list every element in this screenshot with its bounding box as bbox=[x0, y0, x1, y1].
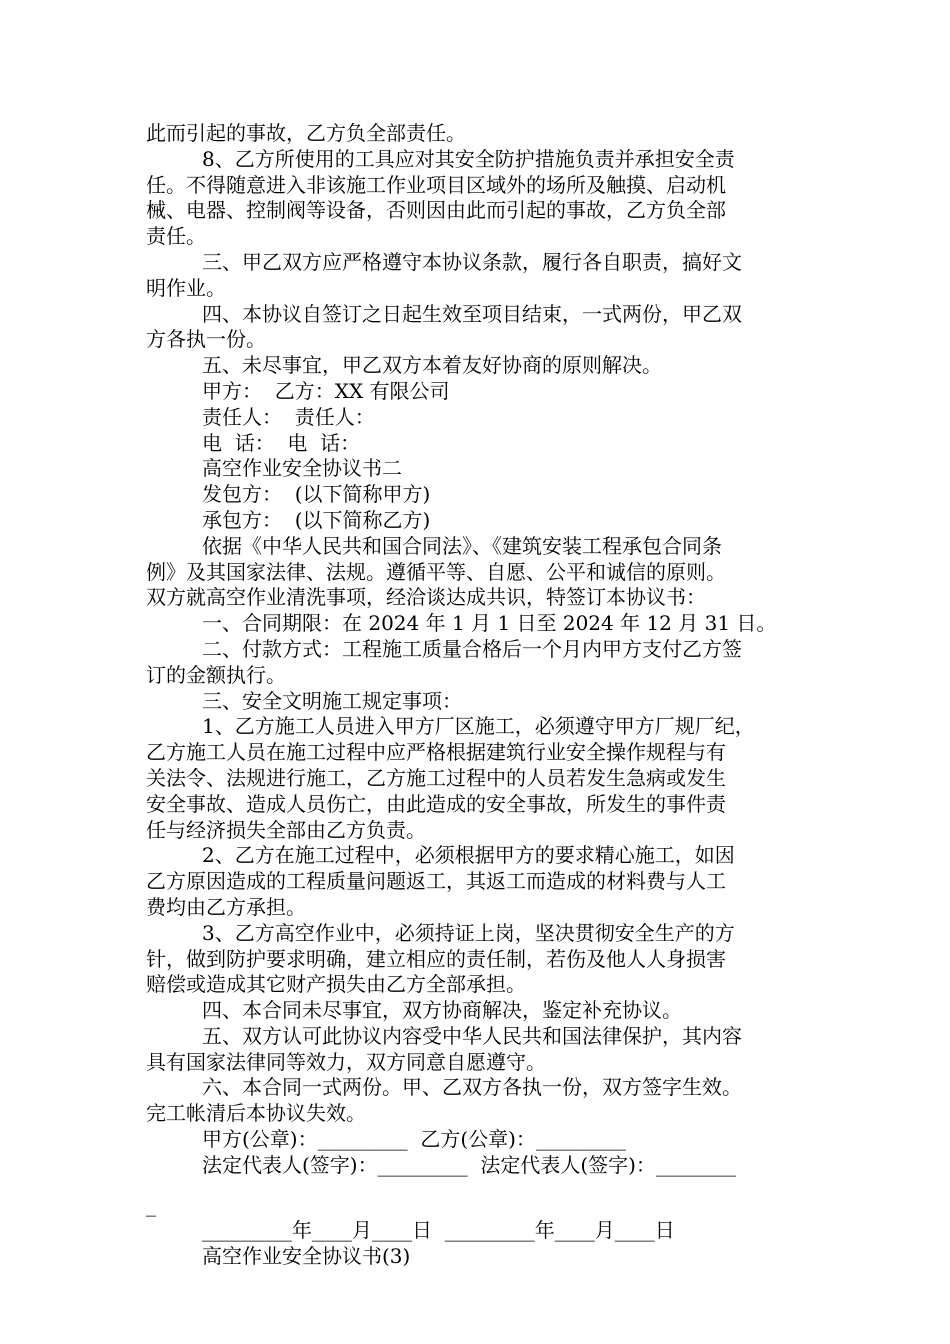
text-line: 2、乙方在施工过程中，必须根据甲方的要求精心施工，如因 bbox=[202, 843, 735, 868]
text-line: 具有国家法律同等效力，双方同意自愿遵守。 bbox=[146, 1049, 546, 1074]
text-line: 费均由乙方承担。 bbox=[146, 894, 306, 919]
text-line: 六、本合同一式两份。甲、乙双方各执一份，双方签字生效。 bbox=[202, 1075, 742, 1100]
line-gap bbox=[146, 1179, 826, 1193]
text-line: 责任。 bbox=[146, 224, 206, 249]
document-page bbox=[146, 121, 826, 1270]
text-line: 乙方原因造成的工程质量问题返工，其返工而造成的材料费与人工 bbox=[146, 869, 726, 894]
text-line: 四、本合同未尽事宜，双方协商解决，鉴定补充协议。 bbox=[202, 998, 682, 1023]
text-line: _________年____月____日 _________年____月____日 bbox=[202, 1218, 675, 1243]
text-line: 承包方： (以下简称乙方) bbox=[202, 507, 431, 532]
text-line: 械、电器、控制阀等设备，否则因由此而引起的事故，乙方负全部 bbox=[146, 198, 726, 223]
text-line: 完工帐清后本协议失效。 bbox=[146, 1101, 366, 1126]
text-line: 二、付款方式：工程施工质量合格后一个月内甲方支付乙方签 bbox=[202, 636, 742, 661]
text-line: 此而引起的事故，乙方负全部责任。 bbox=[146, 121, 466, 145]
text-line: 甲方(公章)：_________ 乙方(公章)：_________ bbox=[202, 1127, 626, 1152]
text-line: 三、安全文明施工规定事项： bbox=[202, 688, 462, 713]
text-line: 乙方施工人员在施工过程中应严格根据建筑行业安全操作规程与有 bbox=[146, 740, 726, 765]
text-line: 1、乙方施工人员进入甲方厂区施工，必须遵守甲方厂规厂纪， bbox=[202, 714, 755, 739]
text-line: 五、双方认可此协议内容受中华人民共和国法律保护，其内容 bbox=[202, 1023, 742, 1048]
text-line: 明作业。 bbox=[146, 275, 226, 300]
text-line: 依据《中华人民共和国合同法》、《建筑安装工程承包合同条 bbox=[202, 533, 722, 558]
text-line: _ bbox=[146, 1192, 156, 1217]
text-line: 双方就高空作业清洗事项，经洽谈达成共识，特签订本协议书： bbox=[146, 585, 706, 610]
text-line: 四、本协议自签订之日起生效至项目结束，一式两份，甲乙双 bbox=[202, 301, 742, 326]
text-line: 一、合同期限：在 2024 年 1 月 1 日至 2024 年 12 月 31 日。 bbox=[202, 611, 777, 636]
text-line: 订的金额执行。 bbox=[146, 662, 286, 687]
text-line: 法定代表人(签字)：_________ 法定代表人(签字)：________ bbox=[202, 1152, 736, 1177]
text-line: 关法令、法规进行施工，乙方施工过程中的人员若发生急病或发生 bbox=[146, 765, 726, 790]
text-line: 8、乙方所使用的工具应对其安全防护措施负责并承担安全责 bbox=[202, 146, 735, 171]
text-line: 高空作业安全协议书二 bbox=[202, 456, 402, 481]
text-line: 赔偿或造成其它财产损失由乙方全部承担。 bbox=[146, 972, 526, 997]
text-line: 例》及其国家法律、法规。遵循平等、自愿、公平和诚信的原则。 bbox=[146, 559, 726, 584]
text-line: 针，做到防护要求明确，建立相应的责任制，若伤及他人人身损害 bbox=[146, 946, 726, 971]
text-line: 五、未尽事宜，甲乙双方本着友好协商的原则解决。 bbox=[202, 353, 662, 378]
text-line: 甲方： 乙方：XX 有限公司 bbox=[202, 378, 450, 403]
text-line: 责任人： 责任人： bbox=[202, 404, 375, 429]
text-line: 高空作业安全协议书(3) bbox=[202, 1244, 411, 1269]
text-line: 任与经济损失全部由乙方负责。 bbox=[146, 817, 426, 842]
text-line: 任。不得随意进入非该施工作业项目区域外的场所及触摸、启动机 bbox=[146, 172, 726, 197]
text-line: 安全事故、造成人员伤亡，由此造成的安全事故，所发生的事件责 bbox=[146, 791, 726, 816]
text-line: 三、甲乙双方应严格遵守本协议条款，履行各自职责，搞好文 bbox=[202, 249, 742, 274]
text-line: 3、乙方高空作业中，必须持证上岗，坚决贯彻安全生产的方 bbox=[202, 920, 735, 945]
text-line: 方各执一份。 bbox=[146, 327, 266, 352]
text-line: 电 话： 电 话： bbox=[202, 430, 361, 455]
text-line: 发包方： (以下简称甲方) bbox=[202, 482, 431, 507]
